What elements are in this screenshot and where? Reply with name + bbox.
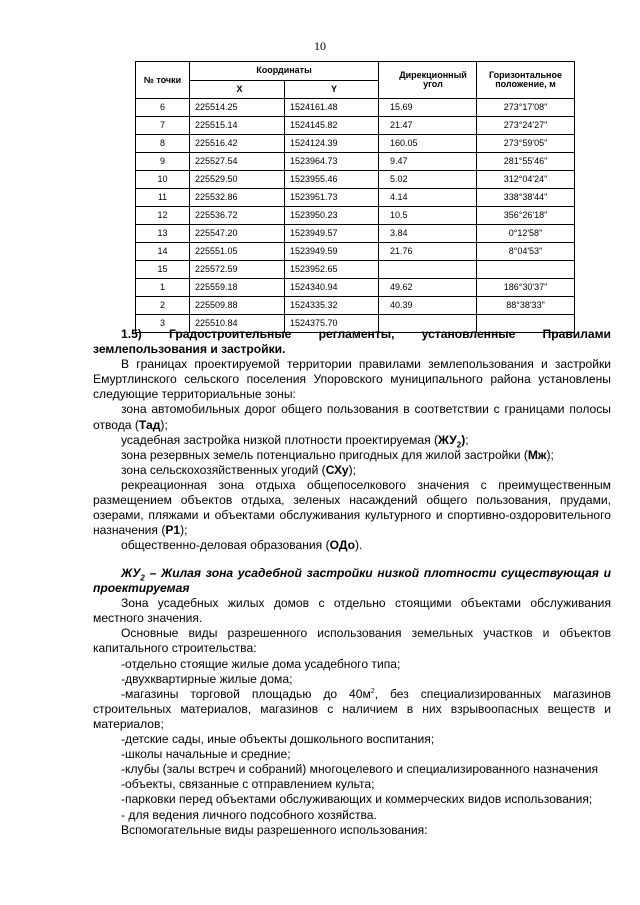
- cell-x: 225515.14: [190, 117, 285, 135]
- zone-recreation: рекреационная зона отдыха общепоселкового значения с преимущественным размещением объектов отдыха, зеленых насаждений общего пользования, прудами, озерами, пляжами и объектами обслуживания культурного и спортивно-оздоровительного назначения (Р1);: [93, 477, 611, 538]
- header-coordinates: Координаты: [190, 62, 379, 81]
- use-item: -школы начальные и средние;: [121, 747, 291, 762]
- table-row: [136, 99, 575, 117]
- cell-horizontal: 186°30'37": [477, 279, 575, 297]
- table-row: [136, 135, 575, 153]
- cell-horizontal: 0°12'58": [477, 225, 575, 243]
- cell-point: 1: [136, 279, 190, 297]
- cell-point: 7: [136, 117, 190, 135]
- cell-horizontal: 273°17'08": [477, 99, 575, 117]
- table-row: [136, 243, 575, 261]
- cell-point: 8: [136, 135, 190, 153]
- table-row: [136, 207, 575, 225]
- cell-point: 13: [136, 225, 190, 243]
- zone-zhu2: усадебная застройка низкой плотности проектируемая $(ЖУ_2)$;: [121, 432, 469, 450]
- header-x: X: [190, 80, 285, 99]
- cell-y: 1524145.82: [285, 117, 379, 135]
- cell-x: 225572.59: [190, 261, 285, 279]
- cell-direction: 5.02: [379, 171, 477, 189]
- cell-direction: 21.47: [379, 117, 477, 135]
- header-horizontal: Горизонтальное положение, м: [477, 62, 575, 99]
- cell-y: 1524124.39: [285, 135, 379, 153]
- cell-point: 14: [136, 243, 190, 261]
- cell-point: 3: [136, 315, 190, 333]
- zhu2-heading: $ЖУ_2$ – Жилая зона усадебной застройки низкой плотности существующая и проектируемая: [93, 566, 611, 596]
- cell-horizontal: 281°55'46": [477, 153, 575, 171]
- cell-y: 1523950.23: [285, 207, 379, 225]
- cell-point: 15: [136, 261, 190, 279]
- cell-direction: 21.76: [379, 243, 477, 261]
- cell-point: 2: [136, 297, 190, 315]
- cell-y: 1523949.57: [285, 225, 379, 243]
- cell-horizontal: 338°38'44": [477, 189, 575, 207]
- cell-x: 225551.05: [190, 243, 285, 261]
- cell-direction: 9.47: [379, 153, 477, 171]
- header-direction: Дирекционный угол: [379, 62, 477, 99]
- cell-direction: 3.84: [379, 225, 477, 243]
- table-row: [136, 153, 575, 171]
- cell-y: 1524375.70: [285, 315, 379, 333]
- cell-y: 1523949.59: [285, 243, 379, 261]
- cell-horizontal: 8°04'53": [477, 243, 575, 261]
- table-row: [136, 261, 575, 279]
- header-point: № точки: [136, 62, 190, 99]
- table-row: [136, 297, 575, 315]
- cell-direction: [379, 261, 477, 279]
- cell-x: 225529.50: [190, 171, 285, 189]
- use-item: - для ведения личного подсобного хозяйства.: [121, 807, 377, 822]
- table-row: [136, 225, 575, 243]
- section-heading-line2: землепользования и застройки.: [93, 342, 286, 357]
- cell-horizontal: 273°24'27": [477, 117, 575, 135]
- cell-horizontal: 88°38'33": [477, 297, 575, 315]
- cell-x: 225527.54: [190, 153, 285, 171]
- cell-y: 1523964.73: [285, 153, 379, 171]
- table-row: [136, 171, 575, 189]
- cell-point: 11: [136, 189, 190, 207]
- cell-horizontal: 356°26'18": [477, 207, 575, 225]
- page-number: 10: [314, 39, 326, 53]
- section-heading-line1: 1.5) Градостроительные регламенты, установленные Правилами: [121, 327, 611, 341]
- cell-x: 225514.25: [190, 99, 285, 117]
- use-item: -детские сады, иные объекты дошкольного воспитания;: [121, 732, 435, 747]
- zone-reserve: зона резервных земель потенциально пригодных для жилой застройки (Мж);: [121, 447, 554, 462]
- cell-direction: 40.39: [379, 297, 477, 315]
- use-item: -клубы (залы встреч и собраний) многоцелевого и специализированного назначения: [121, 762, 599, 777]
- cell-point: 10: [136, 171, 190, 189]
- cell-x: 225536.72: [190, 207, 285, 225]
- cell-direction: 160.05: [379, 135, 477, 153]
- zone-business: общественно-деловая образования (ОДо).: [121, 538, 363, 553]
- cell-x: 225547.20: [190, 225, 285, 243]
- use-item: -отдельно стоящие жилые дома усадебного типа;: [121, 656, 401, 671]
- use-item: -объекты, связанные с отправлением культа;: [121, 777, 375, 792]
- cell-horizontal: 273°59'05": [477, 135, 575, 153]
- use-item: -магазины торговой площадью до $40м^2$, без специализированных магазинов строительных материалов, магазинов с наличием в них взрывоопасных веществ и материалов;: [93, 686, 611, 731]
- table-row: [136, 279, 575, 297]
- cell-direction: 15.69: [379, 99, 477, 117]
- cell-x: 225516.42: [190, 135, 285, 153]
- cell-point: 6: [136, 99, 190, 117]
- cell-point: 12: [136, 207, 190, 225]
- table-body: [136, 99, 575, 333]
- table-row: [136, 189, 575, 207]
- cell-y: 1524161.48: [285, 99, 379, 117]
- cell-y: 1523955.46: [285, 171, 379, 189]
- cell-direction: 49.62: [379, 279, 477, 297]
- cell-y: 1524335.32: [285, 297, 379, 315]
- cell-x: 225559.18: [190, 279, 285, 297]
- cell-x: 225510.84: [190, 315, 285, 333]
- zone-agri: зона сельскохозяйственных угодий (СХу);: [121, 462, 357, 477]
- section-1-5: [93, 327, 611, 553]
- intro-paragraph: В границах проектируемой территории правилами землепользования и застройки Емуртлинского сельского поселения Упоровского муниципального района установлены следующие территориальные зоны:: [93, 357, 611, 402]
- cell-direction: 4.14: [379, 189, 477, 207]
- zone-roads: зона автомобильных дорог общего пользования в соответствии с границами полосы отвода (Тад);: [93, 402, 611, 432]
- cell-direction: 10.5: [379, 207, 477, 225]
- cell-horizontal: 312°04'24": [477, 171, 575, 189]
- main-uses-title: Основные виды разрешенного использования земельных участков и объектов капитального строительства:: [93, 626, 611, 656]
- use-item: -парковки перед объектами обслуживающих и коммерческих видов использования;: [121, 792, 593, 807]
- cell-horizontal: [477, 261, 575, 279]
- coordinates-table: [135, 61, 575, 333]
- cell-x: 225509.88: [190, 297, 285, 315]
- cell-point: 9: [136, 153, 190, 171]
- header-y: Y: [285, 80, 379, 99]
- section-zhu2: [93, 566, 611, 838]
- cell-x: 225532.86: [190, 189, 285, 207]
- cell-y: 1523952.65: [285, 261, 379, 279]
- table-row: [136, 117, 575, 135]
- cell-y: 1523951.73: [285, 189, 379, 207]
- zhu2-description: Зона усадебных жилых домов с отдельно стоящими объектами обслуживания местного значения.: [93, 596, 611, 626]
- aux-uses-title: Вспомогательные виды разрешенного использования:: [121, 822, 428, 837]
- use-item: -двухквартирные жилые дома;: [121, 671, 293, 686]
- cell-y: 1524340.94: [285, 279, 379, 297]
